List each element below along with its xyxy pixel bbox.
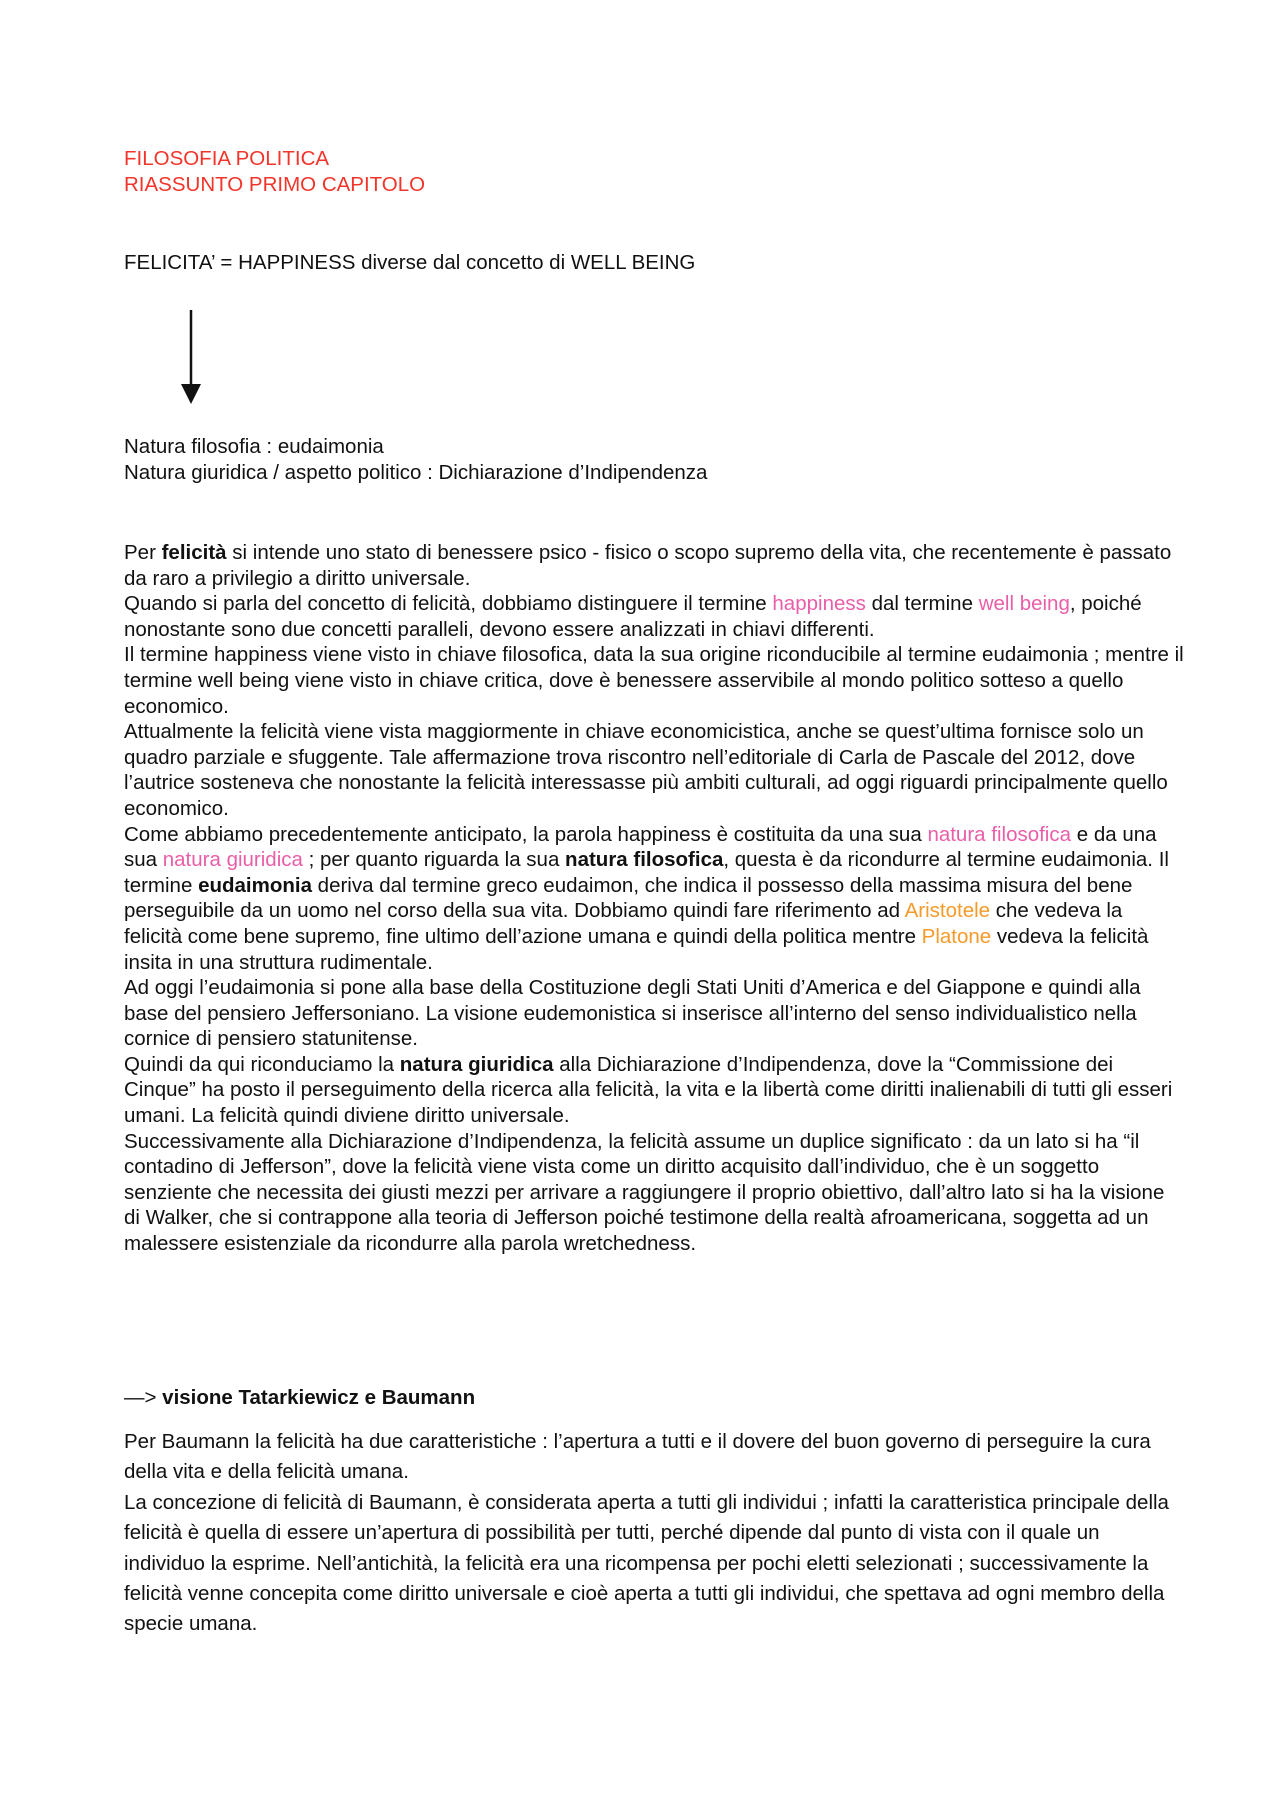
document-title: FILOSOFIA POLITICA — [124, 147, 330, 170]
paragraph: Il termine happiness viene visto in chiave filosofica, data la sua origine riconducibile al termine eudaimonia ; mentre il termine well being viene visto in chiave critica, dove è benessere asservibile al mondo politico sotteso a quello economico. — [124, 643, 1184, 718]
nature-philosophy-line: Natura filosofia : eudaimonia — [124, 435, 384, 458]
paragraph: Come abbiamo precedentemente anticipato, la parola happiness è costituita da una sua natura filosofica e da una sua natura giuridica ; per quanto riguarda la sua natura filosofica, questa è da ricondurre al termine eudaimonia. Il termine eudaimonia deriva dal termine greco eudaimon, che indica il possesso della massima misura del bene perseguibile da un uomo nel corso della sua vita. Dobbiamo quindi fare riferimento ad Aristotele che vedeva la felicità come bene supremo, fine ultimo dell’azione umana e quindi della politica mentre Platone vedeva la felicità insita in una struttura rudimentale. — [124, 822, 1169, 974]
paragraph: Attualmente la felicità viene vista maggiormente in chiave economicistica, anche se quest’ultima fornisce solo un quadro parziale e sfuggente. Tale affermazione trova riscontro nell’editoriale di Carla de Pascale del 2012, dove l’autrice sosteneva che nonostante la felicità interessasse più ambiti culturali, ad oggi riguardi principalmente quello economico. — [124, 720, 1168, 820]
paragraph: Ad oggi l’eudaimonia si pone alla base della Costituzione degli Stati Uniti d’America e del Giappone e quindi alla base del pensiero Jeffersoniano. La visione eudemonistica si inserisce all’interno del senso individualistico nella cornice di pensiero statunitense. — [124, 976, 1141, 1051]
paragraph: Quindi da qui riconduciamo la natura giuridica alla Dichiarazione d’Indipendenza, dove la “Commissione dei Cinque” ha posto il perseguimento della ricerca alla felicità, la vita e la libertà come diritti inalienabili di tutti gli esseri umani. La felicità quindi diviene diritto universale. — [124, 1052, 1173, 1128]
arrow-down-icon — [176, 308, 206, 404]
paragraph: Quando si parla del concetto di felicità, dobbiamo distinguere il termine happiness dal termine well being, poiché nonostante sono due concetti paralleli, devono essere analizzati in chiavi differenti. — [124, 592, 1142, 641]
paragraph: Per felicità si intende uno stato di benessere psico - fisico o scopo supremo della vita, che recentemente è passato da raro a privilegio a diritto universale. — [124, 541, 1172, 590]
paragraph: Per Baumann la felicità ha due caratteristiche : l’apertura a tutti e il dovere del buon governo di perseguire la cura della vita e della felicità umana. — [124, 1430, 1151, 1484]
paragraph: La concezione di felicità di Baumann, è considerata aperta a tutti gli individui ; infatti la caratteristica principale della felicità è quella di essere un’apertura di possibilità per tutti, perché dipende dal punto di vista con il quale un individuo la esprime. Nell’antichità, la felicità era una ricompensa per pochi eletti selezionati ; successivamente la felicità venne concepita come diritto universale e cioè aperta a tutti gli individui, che spettava ad ogni membro della specie umana. — [124, 1490, 1169, 1636]
main-text — [124, 540, 1184, 1257]
document-subtitle: RIASSUNTO PRIMO CAPITOLO — [124, 173, 426, 196]
section-text — [124, 1427, 1184, 1640]
arrow-right-icon: —> — [124, 1386, 163, 1409]
paragraph: Successivamente alla Dichiarazione d’Indipendenza, la felicità assume un duplice significato : da un lato si ha “il contadino di Jefferson”, dove la felicità viene vista come un diritto acquisito dall’individuo, che è un soggetto senziente che necessita dei giusti mezzi per arrivare a raggiungere il proprio obiettivo, dall’altro lato si ha la visione di Walker, che si contrappone alla teoria di Jefferson poiché testimone della realtà afroamericana, soggetta ad un malessere esistenziale da ricondurre alla parola wretchedness. — [124, 1129, 1165, 1256]
nature-legal-line: Natura giuridica / aspetto politico : Dichiarazione d’Indipendenza — [124, 461, 708, 484]
definition-line: FELICITA’ = HAPPINESS diverse dal concetto di WELL BEING — [124, 251, 696, 274]
section-heading: —> visione Tatarkiewicz e Baumann — [124, 1386, 476, 1409]
